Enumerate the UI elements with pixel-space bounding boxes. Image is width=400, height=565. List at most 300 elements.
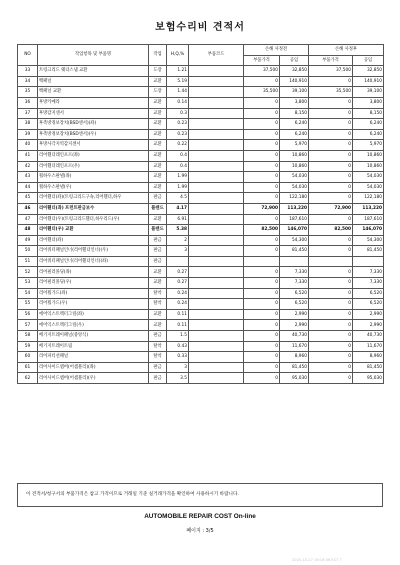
row-part-code bbox=[189, 299, 244, 310]
row-work: 도장 bbox=[149, 66, 167, 77]
row-after-part-price: 0 bbox=[309, 331, 353, 342]
header-item: 작업항목 및 부품명 bbox=[38, 45, 149, 66]
row-no: 48 bbox=[18, 225, 38, 236]
row-no: 38 bbox=[18, 119, 38, 130]
row-part-code bbox=[189, 97, 244, 108]
brand-footer: AUTOMOBILE REPAIR COST On-line bbox=[144, 513, 256, 520]
row-before-labor: 122,180 bbox=[280, 193, 309, 204]
row-work: 교환 bbox=[149, 172, 167, 183]
row-before-part-price: 0 bbox=[244, 140, 280, 151]
row-hq: 5.19 bbox=[167, 76, 189, 87]
row-item: 리어휀더(우)(트렁크리드휀더,하우리드(우) bbox=[38, 214, 149, 225]
row-after-part-price: 82,500 bbox=[309, 225, 353, 236]
row-item: 리어휀더레인포르(좌) bbox=[38, 150, 149, 161]
row-before-part-price: 0 bbox=[244, 267, 280, 278]
table-row bbox=[18, 76, 384, 87]
row-after-labor: 2,990 bbox=[353, 309, 384, 320]
row-part-code bbox=[189, 331, 244, 342]
row-item: 후측방경보장치(BSD센서)(좌) bbox=[38, 119, 149, 130]
table-row bbox=[18, 235, 384, 246]
row-after-part-price: 0 bbox=[309, 362, 353, 373]
row-before-part-price: 0 bbox=[244, 172, 280, 183]
row-after-part-price: 0 bbox=[309, 193, 353, 204]
row-before-part-price: 72,900 bbox=[244, 203, 280, 214]
row-hq: 0.33 bbox=[167, 352, 189, 363]
row-hq: 0.27 bbox=[167, 278, 189, 289]
page-number: 페이지 : 3/5 bbox=[186, 528, 214, 534]
row-hq: 4.5 bbox=[167, 193, 189, 204]
row-before-part-price: 0 bbox=[244, 309, 280, 320]
row-part-code bbox=[189, 341, 244, 352]
row-after-labor: 6,520 bbox=[353, 288, 384, 299]
row-before-part-price: 0 bbox=[244, 373, 280, 384]
estimate-rows bbox=[18, 66, 384, 384]
row-item: 리어사이드멤버(어셈블리)(좌) bbox=[38, 362, 149, 373]
row-no: 54 bbox=[18, 288, 38, 299]
row-work: 교환 bbox=[149, 108, 167, 119]
row-after-labor: 6,240 bbox=[353, 129, 384, 140]
row-part-code bbox=[189, 87, 244, 98]
row-work: 교환 bbox=[149, 309, 167, 320]
row-after-labor: 11,670 bbox=[353, 341, 384, 352]
row-hq: 0.11 bbox=[167, 309, 189, 320]
row-hq: 6.91 bbox=[167, 214, 189, 225]
row-after-part-price: 0 bbox=[309, 97, 353, 108]
header-after-labor: 공임 bbox=[353, 55, 384, 66]
row-no: 39 bbox=[18, 129, 38, 140]
row-work: 탈착 bbox=[149, 341, 167, 352]
row-no: 59 bbox=[18, 341, 38, 352]
disclaimer-note: 이 견적서/청구서의 부품가격은 참고 가격이므로 거래일 기준 실거래가격을 확인하여 사용하시기 바랍니다. bbox=[17, 483, 383, 507]
row-part-code bbox=[189, 161, 244, 172]
row-part-code bbox=[189, 172, 244, 183]
row-after-labor: 6,240 bbox=[353, 119, 384, 130]
row-after-labor: 6,520 bbox=[353, 299, 384, 310]
row-before-part-price bbox=[244, 256, 280, 267]
row-no: 56 bbox=[18, 309, 38, 320]
header-work: 작업 bbox=[149, 45, 167, 66]
row-after-labor: 7,330 bbox=[353, 278, 384, 289]
table-row bbox=[18, 362, 384, 373]
row-item: 후방감지센서 bbox=[38, 108, 149, 119]
row-after-part-price: 0 bbox=[309, 246, 353, 257]
row-no: 46 bbox=[18, 203, 38, 214]
table-row bbox=[18, 341, 384, 352]
row-before-labor: 2,990 bbox=[280, 320, 309, 331]
row-no: 33 bbox=[18, 66, 38, 77]
row-no: 58 bbox=[18, 331, 38, 342]
row-work: 교환 bbox=[149, 320, 167, 331]
row-hq: 0.4 bbox=[167, 150, 189, 161]
row-work: 탈착 bbox=[149, 288, 167, 299]
row-after-labor: 2,990 bbox=[353, 320, 384, 331]
header-after-group: 손해 사정후 bbox=[309, 45, 384, 56]
row-hq: 0.43 bbox=[167, 341, 189, 352]
row-part-code bbox=[189, 309, 244, 320]
row-before-part-price: 0 bbox=[244, 108, 280, 119]
row-after-part-price: 0 bbox=[309, 140, 353, 151]
row-after-part-price: 0 bbox=[309, 309, 353, 320]
row-before-part-price: 0 bbox=[244, 193, 280, 204]
row-before-part-price: 0 bbox=[244, 352, 280, 363]
row-work: 도장 bbox=[149, 87, 167, 98]
row-before-labor: 40,730 bbox=[280, 331, 309, 342]
row-no: 57 bbox=[18, 320, 38, 331]
row-item: 에어익스트렉터그릴(좌) bbox=[38, 309, 149, 320]
row-after-labor: 10,860 bbox=[353, 150, 384, 161]
row-hq: 0.23 bbox=[167, 129, 189, 140]
row-item: 리어휀더레인포르(우) bbox=[38, 161, 149, 172]
row-no: 52 bbox=[18, 267, 38, 278]
row-part-code bbox=[189, 235, 244, 246]
row-before-labor: 8,960 bbox=[280, 352, 309, 363]
row-before-labor: 6,520 bbox=[280, 288, 309, 299]
row-after-labor: 8,150 bbox=[353, 108, 384, 119]
row-hq: 1.5 bbox=[167, 331, 189, 342]
row-hq: 0.23 bbox=[167, 119, 189, 130]
row-before-labor: 54,030 bbox=[280, 172, 309, 183]
row-after-part-price: 0 bbox=[309, 235, 353, 246]
row-no: 35 bbox=[18, 87, 38, 98]
table-row bbox=[18, 299, 384, 310]
row-hq: 0.11 bbox=[167, 320, 189, 331]
row-item: 리어휀더(우) 교환 bbox=[38, 225, 149, 236]
row-after-part-price: 0 bbox=[309, 108, 353, 119]
row-no: 44 bbox=[18, 182, 38, 193]
row-before-labor: 11,670 bbox=[280, 341, 309, 352]
row-after-part-price: 0 bbox=[309, 129, 353, 140]
table-row bbox=[18, 203, 384, 214]
row-before-part-price: 0 bbox=[244, 76, 280, 87]
row-after-part-price: 0 bbox=[309, 214, 353, 225]
row-item: 백패널 bbox=[38, 76, 149, 87]
row-item: 리어쿼터패널인너(리어휀더인너)(우) bbox=[38, 246, 149, 257]
row-before-labor: 5,970 bbox=[280, 140, 309, 151]
header-before-labor: 공임 bbox=[280, 55, 309, 66]
header-no: NO bbox=[18, 45, 38, 66]
row-before-part-price: 0 bbox=[244, 119, 280, 130]
row-after-part-price: 37,500 bbox=[309, 66, 353, 77]
row-after-part-price: 0 bbox=[309, 76, 353, 87]
row-before-labor: 95,030 bbox=[280, 373, 309, 384]
row-hq: 0.27 bbox=[167, 267, 189, 278]
row-item: 리어필러몰딩(우) bbox=[38, 278, 149, 289]
row-hq: 0.24 bbox=[167, 288, 189, 299]
row-after-labor: 81,450 bbox=[353, 246, 384, 257]
header-after-part-price: 부품가격 bbox=[309, 55, 353, 66]
row-item: 리어휠가드(우) bbox=[38, 299, 149, 310]
row-after-part-price: 0 bbox=[309, 119, 353, 130]
row-hq: 1.99 bbox=[167, 172, 189, 183]
row-after-part-price: 0 bbox=[309, 172, 353, 183]
row-before-labor: 7,330 bbox=[280, 267, 309, 278]
row-no: 55 bbox=[18, 299, 38, 310]
row-work: 플랜드 bbox=[149, 225, 167, 236]
row-no: 34 bbox=[18, 76, 38, 87]
table-row bbox=[18, 331, 384, 342]
row-after-labor: 54,030 bbox=[353, 172, 384, 183]
row-part-code bbox=[189, 119, 244, 130]
row-after-part-price: 0 bbox=[309, 299, 353, 310]
row-before-part-price: 0 bbox=[244, 161, 280, 172]
row-hq: 5.38 bbox=[167, 225, 189, 236]
row-no: 42 bbox=[18, 161, 38, 172]
row-after-labor: 54,030 bbox=[353, 182, 384, 193]
row-after-labor: 95,030 bbox=[353, 373, 384, 384]
print-stamp: 2020-10-27 16:16:36 KST 7 bbox=[292, 558, 342, 562]
header-hq: H,Q,% bbox=[167, 45, 189, 66]
row-item: 리어휠가드(좌) bbox=[38, 288, 149, 299]
row-hq: 1.99 bbox=[167, 182, 189, 193]
row-after-part-price: 0 bbox=[309, 182, 353, 193]
row-before-labor: 6,240 bbox=[280, 129, 309, 140]
row-before-labor: 39,100 bbox=[280, 87, 309, 98]
row-after-labor: 7,330 bbox=[353, 267, 384, 278]
row-work: 교환 bbox=[149, 150, 167, 161]
row-hq: 3 bbox=[167, 362, 189, 373]
row-after-part-price: 0 bbox=[309, 341, 353, 352]
row-no: 60 bbox=[18, 352, 38, 363]
header-before-part-price: 부품가격 bbox=[244, 55, 280, 66]
row-after-labor: 146,070 bbox=[353, 225, 384, 236]
row-no: 40 bbox=[18, 140, 38, 151]
row-hq: 0.14 bbox=[167, 97, 189, 108]
row-hq: 0.22 bbox=[167, 140, 189, 151]
row-part-code bbox=[189, 182, 244, 193]
row-part-code bbox=[189, 66, 244, 77]
row-before-labor: 10,860 bbox=[280, 161, 309, 172]
table-row bbox=[18, 172, 384, 183]
row-hq: 4.17 bbox=[167, 203, 189, 214]
row-part-code bbox=[189, 225, 244, 236]
row-item: 후방사각지역감지센서 bbox=[38, 140, 149, 151]
row-item: 리어사이드멤버(어셈블리)(우) bbox=[38, 373, 149, 384]
row-before-labor: 54,030 bbox=[280, 182, 309, 193]
table-row bbox=[18, 193, 384, 204]
row-no: 50 bbox=[18, 246, 38, 257]
row-item: 리어파티션패널 bbox=[38, 352, 149, 363]
row-after-labor: 187,610 bbox=[353, 214, 384, 225]
row-work: 탈착 bbox=[149, 352, 167, 363]
table-row bbox=[18, 140, 384, 151]
row-item: 리어필러몰딩(좌) bbox=[38, 267, 149, 278]
table-row bbox=[18, 352, 384, 363]
row-before-part-price: 0 bbox=[244, 246, 280, 257]
row-work: 교환 bbox=[149, 214, 167, 225]
row-hq: 0.4 bbox=[167, 161, 189, 172]
row-part-code bbox=[189, 203, 244, 214]
row-before-labor: 3,800 bbox=[280, 97, 309, 108]
row-after-labor: 39,100 bbox=[353, 87, 384, 98]
table-row bbox=[18, 278, 384, 289]
row-no: 41 bbox=[18, 150, 38, 161]
row-part-code bbox=[189, 214, 244, 225]
row-before-part-price: 0 bbox=[244, 214, 280, 225]
row-before-labor: 32,850 bbox=[280, 66, 309, 77]
table-row bbox=[18, 288, 384, 299]
row-item: 백패널 교환 bbox=[38, 87, 149, 98]
table-row bbox=[18, 182, 384, 193]
row-work: 교환 bbox=[149, 97, 167, 108]
row-before-part-price: 0 bbox=[244, 288, 280, 299]
row-item: 리어휀더(좌) bbox=[38, 235, 149, 246]
row-no: 53 bbox=[18, 278, 38, 289]
table-row bbox=[18, 119, 384, 130]
row-work: 교환 bbox=[149, 140, 167, 151]
header-before-group: 손해 사정전 bbox=[244, 45, 309, 56]
row-before-part-price: 0 bbox=[244, 97, 280, 108]
row-before-labor: 187,610 bbox=[280, 214, 309, 225]
row-item: 배기지트레이패널(중앙식) bbox=[38, 331, 149, 342]
table-row bbox=[18, 87, 384, 98]
row-before-part-price: 0 bbox=[244, 320, 280, 331]
row-before-labor: 54,300 bbox=[280, 235, 309, 246]
document-title: 보험수리비 견적서 bbox=[155, 22, 245, 33]
row-before-labor: 6,520 bbox=[280, 299, 309, 310]
row-before-labor: 2,990 bbox=[280, 309, 309, 320]
row-after-part-price: 72,900 bbox=[309, 203, 353, 214]
row-before-labor: 146,070 bbox=[280, 225, 309, 236]
row-after-labor bbox=[353, 256, 384, 267]
row-before-part-price: 0 bbox=[244, 341, 280, 352]
table-row bbox=[18, 267, 384, 278]
table-row bbox=[18, 161, 384, 172]
row-after-labor: 122,180 bbox=[353, 193, 384, 204]
row-before-part-price: 0 bbox=[244, 235, 280, 246]
row-work: 판금 bbox=[149, 373, 167, 384]
row-after-part-price: 0 bbox=[309, 288, 353, 299]
row-after-part-price: 0 bbox=[309, 373, 353, 384]
estimate-table bbox=[17, 44, 384, 384]
row-after-labor: 40,730 bbox=[353, 331, 384, 342]
row-item: 리어쿼터패널인너(리어휀더인너)(좌) bbox=[38, 256, 149, 267]
row-item: 에어익스트렉터그릴(우) bbox=[38, 320, 149, 331]
header-part-code: 부품코드 bbox=[189, 45, 244, 66]
row-before-part-price: 0 bbox=[244, 278, 280, 289]
table-row bbox=[18, 108, 384, 119]
row-before-labor: 6,240 bbox=[280, 119, 309, 130]
row-before-part-price: 0 bbox=[244, 129, 280, 140]
row-before-labor: 140,910 bbox=[280, 76, 309, 87]
table-row bbox=[18, 320, 384, 331]
row-work: 판금 bbox=[149, 193, 167, 204]
row-after-part-price: 0 bbox=[309, 278, 353, 289]
row-work: 판금 bbox=[149, 331, 167, 342]
row-no: 51 bbox=[18, 256, 38, 267]
row-part-code bbox=[189, 193, 244, 204]
table-row bbox=[18, 66, 384, 77]
row-part-code bbox=[189, 129, 244, 140]
row-hq: 3.5 bbox=[167, 373, 189, 384]
row-hq: 0.3 bbox=[167, 108, 189, 119]
row-before-part-price: 0 bbox=[244, 331, 280, 342]
row-work: 교환 bbox=[149, 267, 167, 278]
row-after-labor: 10,860 bbox=[353, 161, 384, 172]
table-row bbox=[18, 150, 384, 161]
row-after-part-price bbox=[309, 256, 353, 267]
row-no: 45 bbox=[18, 193, 38, 204]
row-item: 후방카메라 bbox=[38, 97, 149, 108]
row-after-part-price: 0 bbox=[309, 320, 353, 331]
row-before-part-price: 37,500 bbox=[244, 66, 280, 77]
table-row bbox=[18, 256, 384, 267]
row-part-code bbox=[189, 352, 244, 363]
row-no: 61 bbox=[18, 362, 38, 373]
row-part-code bbox=[189, 108, 244, 119]
row-part-code bbox=[189, 320, 244, 331]
row-before-part-price: 0 bbox=[244, 362, 280, 373]
row-after-labor: 54,300 bbox=[353, 235, 384, 246]
row-item: 배기지트레이트림 bbox=[38, 341, 149, 352]
row-part-code bbox=[189, 150, 244, 161]
row-after-labor: 8,960 bbox=[353, 352, 384, 363]
row-after-labor: 32,850 bbox=[353, 66, 384, 77]
table-row bbox=[18, 225, 384, 236]
table-row bbox=[18, 129, 384, 140]
row-item: 휠하우스판넬(우) bbox=[38, 182, 149, 193]
row-after-labor: 5,970 bbox=[353, 140, 384, 151]
row-part-code bbox=[189, 256, 244, 267]
row-work: 교환 bbox=[149, 119, 167, 130]
row-after-labor: 113,220 bbox=[353, 203, 384, 214]
row-before-labor: 7,330 bbox=[280, 278, 309, 289]
row-work: 교환 bbox=[149, 278, 167, 289]
row-hq: 1.44 bbox=[167, 87, 189, 98]
row-part-code bbox=[189, 267, 244, 278]
row-no: 62 bbox=[18, 373, 38, 384]
row-after-part-price: 0 bbox=[309, 161, 353, 172]
row-before-part-price: 82,500 bbox=[244, 225, 280, 236]
row-work: 교환 bbox=[149, 76, 167, 87]
row-before-labor: 10,860 bbox=[280, 150, 309, 161]
row-before-part-price: 35,500 bbox=[244, 87, 280, 98]
row-work: 판금 bbox=[149, 246, 167, 257]
table-row bbox=[18, 373, 384, 384]
row-before-labor: 81,450 bbox=[280, 246, 309, 257]
row-hq: 2 bbox=[167, 235, 189, 246]
row-before-part-price: 0 bbox=[244, 182, 280, 193]
row-hq bbox=[167, 256, 189, 267]
row-hq: 3 bbox=[167, 246, 189, 257]
row-before-labor bbox=[280, 256, 309, 267]
table-row bbox=[18, 97, 384, 108]
row-after-part-price: 35,500 bbox=[309, 87, 353, 98]
row-work: 탈착 bbox=[149, 299, 167, 310]
table-row bbox=[18, 309, 384, 320]
row-item: 트렁크리드 웨더스냅 교환 bbox=[38, 66, 149, 77]
table-row bbox=[18, 214, 384, 225]
row-no: 47 bbox=[18, 214, 38, 225]
row-hq: 1.21 bbox=[167, 66, 189, 77]
row-no: 36 bbox=[18, 97, 38, 108]
row-work: 교환 bbox=[149, 182, 167, 193]
row-before-labor: 8,150 bbox=[280, 108, 309, 119]
row-part-code bbox=[189, 76, 244, 87]
row-work: 플랜드 bbox=[149, 203, 167, 214]
row-after-labor: 3,800 bbox=[353, 97, 384, 108]
row-item: 후측방경보장치(BSD센서)(우) bbox=[38, 129, 149, 140]
row-before-labor: 81,450 bbox=[280, 362, 309, 373]
table-row bbox=[18, 246, 384, 257]
row-work: 판금 bbox=[149, 256, 167, 267]
row-item: 휠하우스판넬(좌) bbox=[38, 172, 149, 183]
row-item: 리어휀더(좌) 프런트판금보수 bbox=[38, 203, 149, 214]
row-before-part-price: 0 bbox=[244, 150, 280, 161]
row-hq: 0.24 bbox=[167, 299, 189, 310]
row-part-code bbox=[189, 140, 244, 151]
row-work: 교환 bbox=[149, 129, 167, 140]
row-before-labor: 113,220 bbox=[280, 203, 309, 214]
